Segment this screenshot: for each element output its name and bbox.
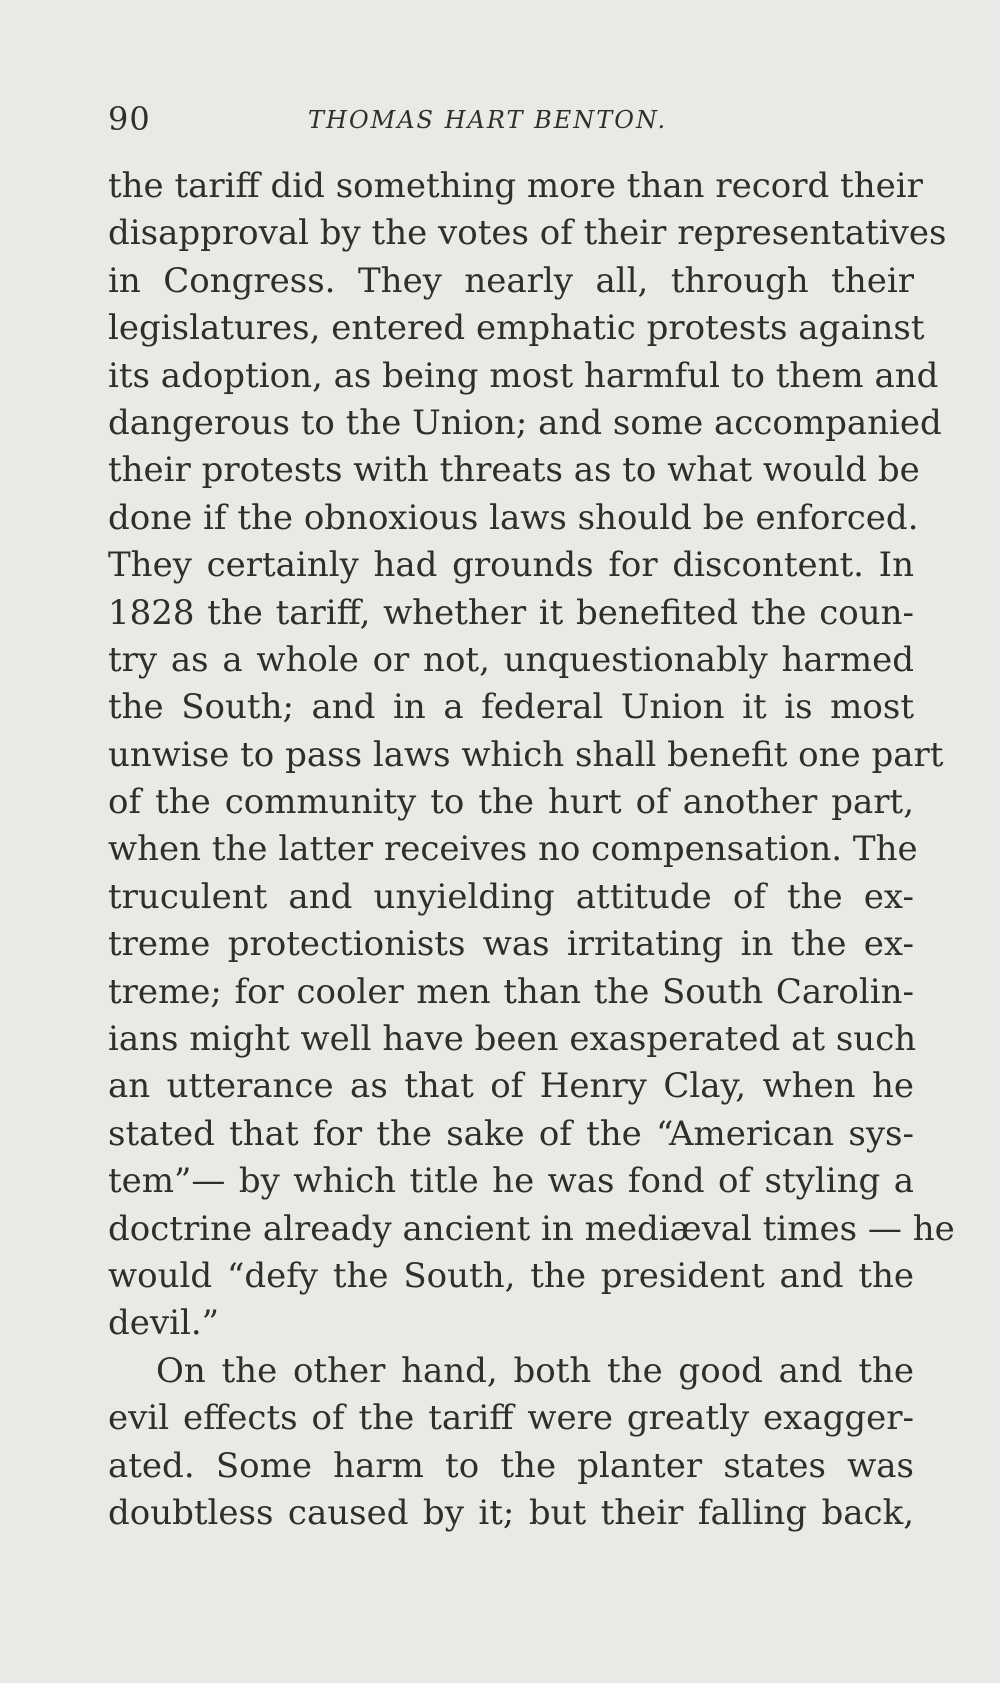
paragraph-2 <box>108 1348 914 1538</box>
text-line: They certainly had grounds for discontent. In <box>108 545 914 586</box>
text-line: ians might well have been exasperated at such <box>108 1019 917 1060</box>
text-line: 1828 the tariff, whether it benefited the coun- <box>108 592 914 633</box>
text-line: devil.” <box>108 1303 220 1344</box>
text-line: an utterance as that of Henry Clay, when he <box>108 1066 914 1107</box>
text-line: ated. Some harm to the planter states was <box>108 1445 914 1486</box>
running-title: THOMAS HART BENTON. <box>308 106 668 134</box>
body-text <box>108 163 955 1537</box>
text-line: of the community to the hurt of another part, <box>108 782 914 823</box>
running-head <box>108 100 914 140</box>
text-line: truculent and unyielding attitude of the ex- <box>108 876 914 917</box>
text-line: when the latter receives no compensation. The <box>108 829 918 870</box>
text-line: unwise to pass laws which shall benefit one part <box>108 734 944 775</box>
text-line: would “defy the South, the president and the <box>108 1255 914 1296</box>
text-line: the tariff did something more than record their <box>108 166 923 206</box>
text-line: On the other hand, both the good and the <box>156 1350 914 1391</box>
text-line: its adoption, as being most harmful to them and <box>108 355 939 396</box>
text-line: the South; and in a federal Union it is most <box>108 687 914 728</box>
text-line: dangerous to the Union; and some accompanied <box>108 402 942 443</box>
text-line: in Congress. They nearly all, through their <box>108 260 914 301</box>
paragraph-1 <box>108 163 955 1348</box>
text-line: doctrine already ancient in mediæval times — he <box>108 1208 955 1249</box>
text-line: stated that for the sake of the “American sys- <box>108 1113 914 1154</box>
text-line: done if the obnoxious laws should be enforced. <box>108 497 919 538</box>
text-line: try as a whole or not, unquestionably harmed <box>108 639 914 680</box>
text-line: doubtless caused by it; but their falling back, <box>108 1492 914 1533</box>
text-line: treme; for cooler men than the South Carolin- <box>108 971 914 1012</box>
text-line: their protests with threats as to what would be <box>108 450 920 491</box>
page-number: 90 <box>108 100 151 138</box>
text-line: disapproval by the votes of their representatives <box>108 213 947 254</box>
text-line: treme protectionists was irritating in the ex- <box>108 924 914 965</box>
text-line: evil effects of the tariff were greatly exagger- <box>108 1398 914 1439</box>
text-line: tem”— by which title he was fond of styling a <box>108 1161 914 1202</box>
text-line: legislatures, entered emphatic protests against <box>108 308 925 349</box>
